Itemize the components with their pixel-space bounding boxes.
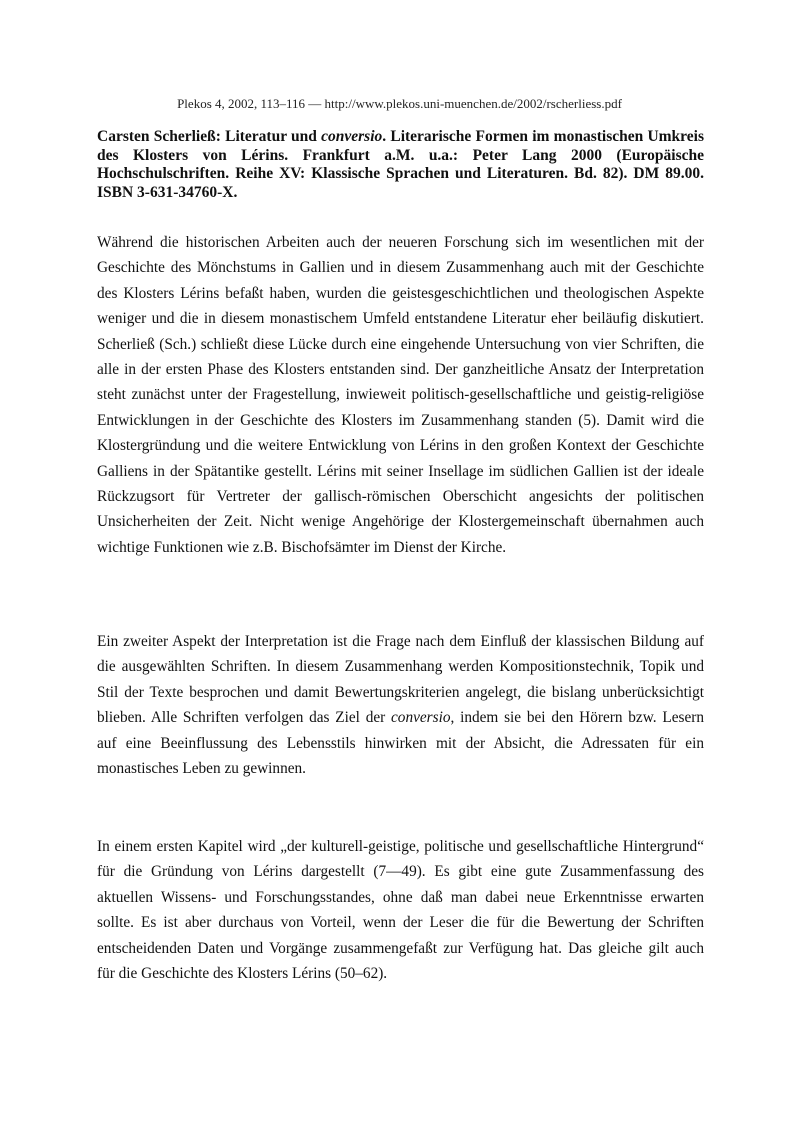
text-segment: blieben. Alle Schriften verfolgen das Ziel der [97,709,391,727]
text-line: Geschichte des Mönchstums in Gallien und in diesem Zusammenhang auch mit der Geschichte [97,259,704,277]
review-title [97,128,704,202]
paragraph-3 [97,834,704,986]
text-line: aktuellen Wissens- und Forschungsstandes, ohne daß man dabei neue Erkenntnisse erwarten [97,888,704,906]
text-line: Galliens in der Spätantike gestellt. Lérins mit seiner Insellage im südlichen Gallien ist der ideale [97,462,704,480]
title-line-isbn: ISBN 3-631-34760-X. [97,183,238,201]
text-line: Während die historischen Arbeiten auch der neueren Forschung sich im wesentlichen mit der [97,234,704,251]
text-line: Rückzugsort für Vertreter der gallisch-römischen Oberschicht angesichts der politischen [97,487,704,505]
text-line: Scherließ (Sch.) schließt diese Lücke durch eine eingehende Untersuchung von vier Schriften, die [97,335,704,353]
text-line: monastisches Leben zu gewinnen. [97,759,306,777]
text-line [97,705,704,730]
text-line: In einem ersten Kapitel wird „der kulturell-geistige, politische und gesellschaftliche Hintergrund“ [97,838,704,855]
text-line: alle in der ersten Phase des Klosters entstanden sind. Der ganzheitliche Ansatz der Interpretation [97,360,704,378]
text-line: Unsicherheiten der Zeit. Nicht wenige Angehörige der Klostergemeinschaft übernahmen auch [97,513,704,531]
text-line: auf eine Beeinflussung des Lebensstils hinwirken mit der Absicht, die Adressaten für ein [97,734,704,752]
title-line [97,128,704,147]
title-line: Hochschulschriften. Reihe XV: Klassische Sprachen und Literaturen. Bd. 82). DM 89.00. [97,165,704,182]
text-line: wichtige Funktionen wie z.B. Bischofsämter im Dienst der Kirche. [97,538,507,556]
title-text: Carsten Scherließ: Literatur und [97,128,322,145]
text-line: sollte. Es ist aber durchaus von Vorteil, wenn der Leser die für die Bewertung der Schriften [97,914,704,932]
text-line: die ausgewählten Schriften. In diesem Zusammenhang werden Kompositionstechnik, Topik und [97,658,704,676]
text-segment: , indem sie bei den Hörern bzw. Lesern [450,709,704,727]
text-line: Ein zweiter Aspekt der Interpretation ist die Frage nach dem Einfluß der klassischen Bildung auf [97,633,704,650]
text-line: des Klosters Lérins befaßt haben, wurden die geistesgeschichtlichen und theologischen Aspekte [97,284,704,302]
paragraph-2 [97,629,704,781]
text-line: für die Geschichte des Klosters Lérins (50–62). [97,964,388,982]
paragraph-1 [97,230,704,560]
text-line: Klostergründung und die weitere Entwicklung von Lérins in den großen Kontext der Geschichte [97,437,704,455]
text-line: entscheidenden Daten und Vorgänge zusammengefaßt zur Verfügung hat. Das gleiche gilt auch [97,939,704,957]
text-line: Stil der Texte besprochen und damit Bewertungskriterien angelegt, die bislang unberücksichtigt [97,683,704,701]
text-line: für die Gründung von Lérins dargestellt (7—49). Es gibt eine gute Zusammenfassung des [97,863,704,881]
text-line: Entwicklungen in der Geschichte des Klosters im Zusammenhang standen (5). Damit wird die [97,411,704,429]
text-line: steht zunächst unter der Fragestellung, inwieweit politisch-gesellschaftliche und geistig-religiöse [97,386,704,404]
citation-header: Plekos 4, 2002, 113–116 — http://www.plekos.uni-muenchen.de/2002/rscherliess.pdf [177,96,622,111]
title-italic-term: conversio [321,128,383,145]
italic-term: conversio [391,709,451,727]
title-line: des Klosters von Lérins. Frankfurt a.M. u.a.: Peter Lang 2000 (Europäische [97,146,704,164]
text-line: weniger und die in diesem monastischem Umfeld entstandene Literatur eher beiläufig diskutiert. [97,310,704,328]
title-text: . Literarische Formen im monastischen Umkreis [382,128,704,145]
